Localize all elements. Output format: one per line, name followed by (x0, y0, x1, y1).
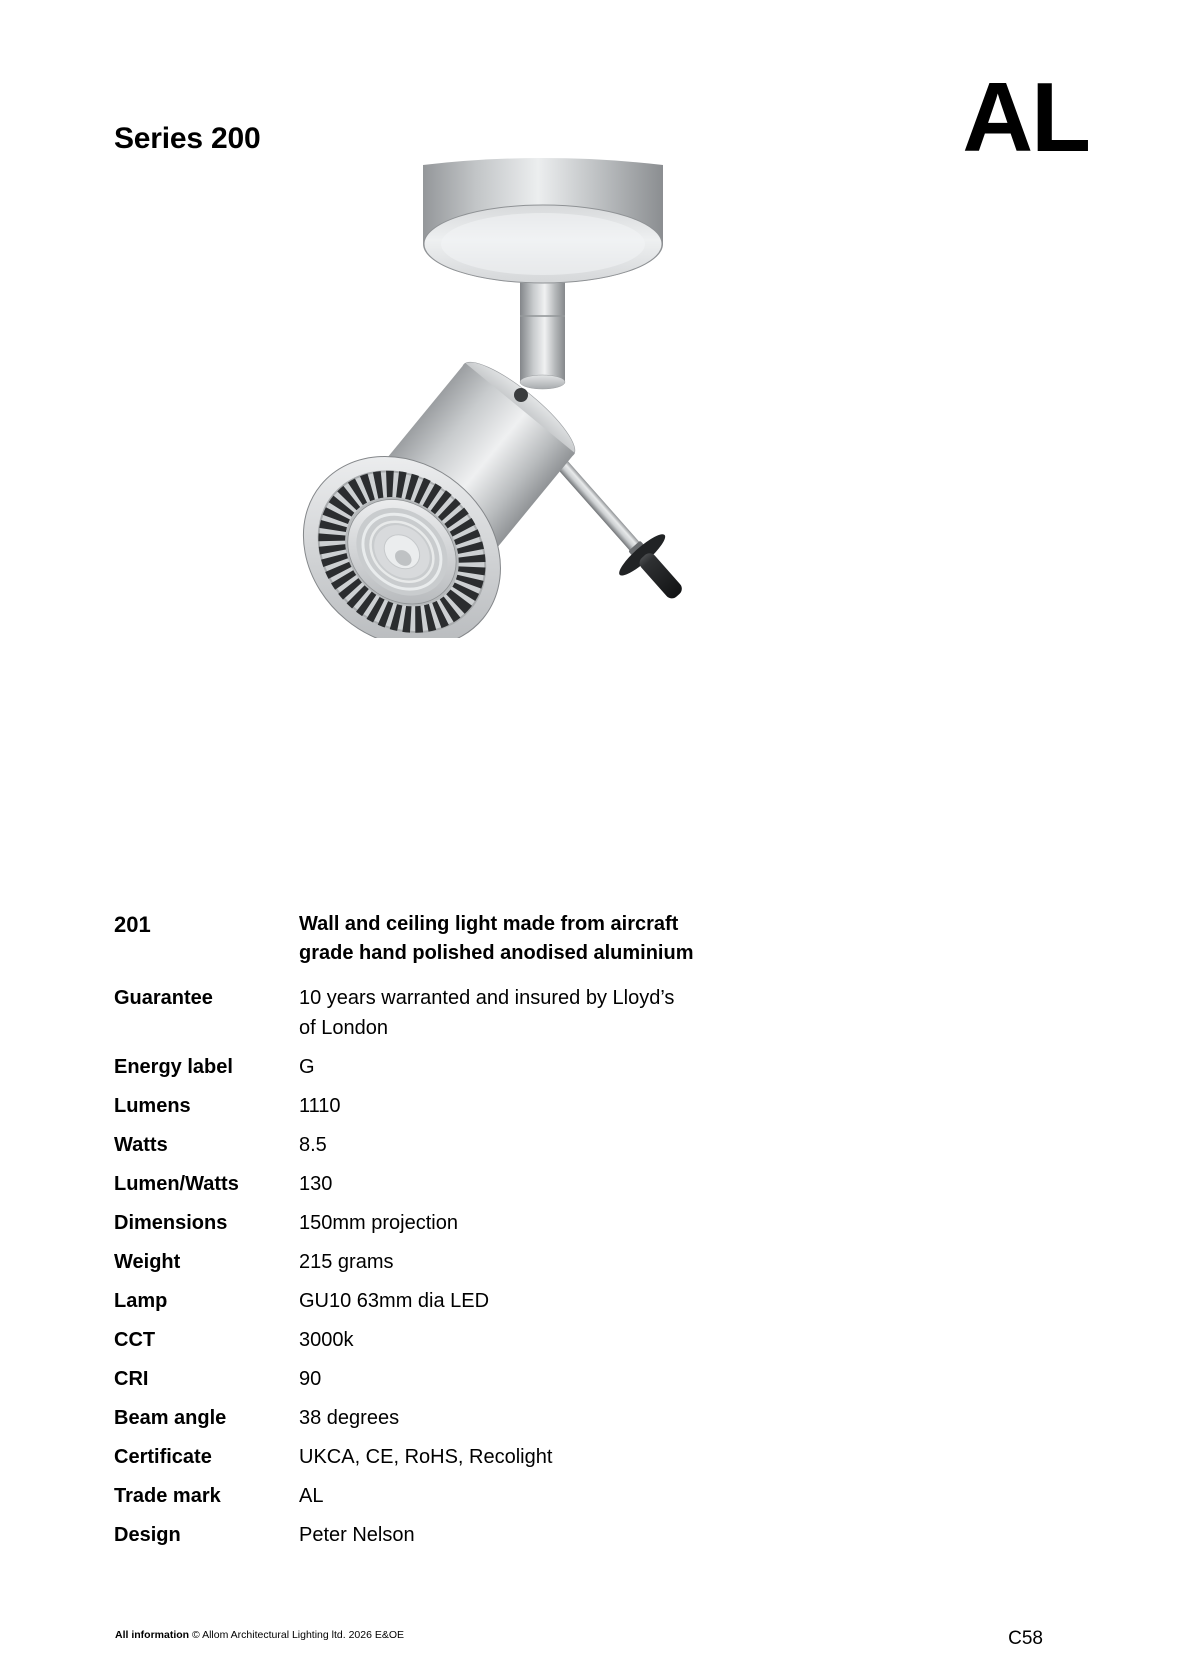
spec-value-line: 130 (299, 1173, 333, 1195)
spec-row (114, 1091, 774, 1121)
spec-value-line: 150mm projection (299, 1212, 458, 1234)
spec-value (299, 983, 674, 1043)
spec-row (114, 1442, 774, 1472)
spec-value (299, 1481, 323, 1511)
spec-value-line: 3000k (299, 1329, 354, 1351)
spec-value-line: Peter Nelson (299, 1524, 415, 1546)
footer-copyright (115, 1629, 404, 1643)
spec-rows (114, 983, 774, 1550)
spec-label: Trade mark (114, 1485, 221, 1507)
spec-value (299, 1364, 321, 1394)
spec-value-line: 215 grams (299, 1251, 394, 1273)
product-description (299, 910, 694, 968)
spec-label: Lumens (114, 1095, 191, 1117)
spec-row (114, 1325, 774, 1355)
footer-copyright-rest: © Allom Architectural Lighting ltd. 2026 E&OE (189, 1629, 405, 1641)
spec-label: Dimensions (114, 1212, 228, 1234)
product-model: 201 (114, 912, 151, 937)
spotlight-image (278, 133, 750, 638)
spec-label: Energy label (114, 1056, 233, 1078)
spec-label: Weight (114, 1251, 181, 1273)
spec-value (299, 1286, 489, 1316)
spec-table (114, 910, 774, 1559)
spec-row (114, 1169, 774, 1199)
spec-row (114, 1052, 774, 1082)
spec-row (114, 1403, 774, 1433)
spec-row (114, 1364, 774, 1394)
spec-value-line: of London (299, 1017, 388, 1039)
spec-label: CCT (114, 1329, 156, 1351)
spec-value (299, 1403, 399, 1433)
spec-value-line: 90 (299, 1368, 322, 1390)
description-line: Wall and ceiling light made from aircraft (299, 913, 679, 935)
spec-value-line: UKCA, CE, RoHS, Recolight (299, 1446, 553, 1468)
pivot-joint (514, 388, 528, 402)
footer-copyright-bold: All information (115, 1629, 190, 1641)
spec-label: Certificate (114, 1446, 212, 1468)
brand-logo: AL (962, 62, 1089, 172)
spec-label: Lamp (114, 1290, 168, 1312)
spec-row (114, 1286, 774, 1316)
description-line: grade hand polished anodised aluminium (299, 942, 694, 964)
spec-value-line: GU10 63mm dia LED (299, 1290, 490, 1312)
series-title: Series 200 (114, 122, 261, 155)
spec-value-line: AL (299, 1485, 324, 1507)
spec-row (114, 1520, 774, 1550)
spec-heading (114, 910, 774, 968)
product-photo (278, 133, 750, 638)
spec-value (299, 1520, 415, 1550)
spec-value (299, 1169, 332, 1199)
spec-label: Beam angle (114, 1407, 227, 1429)
spec-label: Design (114, 1524, 181, 1546)
spec-value (299, 1052, 315, 1082)
spec-value (299, 1442, 552, 1472)
spec-row (114, 1247, 774, 1277)
spec-row (114, 1208, 774, 1238)
spec-row (114, 983, 774, 1043)
spec-row (114, 1481, 774, 1511)
page-code: C58 (1008, 1628, 1043, 1649)
spec-value (299, 1325, 354, 1355)
spec-value-line: G (299, 1056, 315, 1078)
spec-value-line: 8.5 (299, 1134, 327, 1156)
spec-label: Watts (114, 1134, 168, 1156)
spec-value-line: 10 years warranted and insured by Lloyd’s (299, 987, 675, 1009)
spec-value-line: 38 degrees (299, 1407, 400, 1429)
spec-value-line: 1110 (299, 1095, 341, 1117)
spec-value (299, 1091, 341, 1121)
spec-value (299, 1208, 458, 1238)
spec-value (299, 1130, 327, 1160)
ceiling-canopy (423, 158, 663, 283)
spec-value (299, 1247, 394, 1277)
spec-label: Lumen/Watts (114, 1173, 239, 1195)
spec-label: CRI (114, 1368, 149, 1390)
spec-row (114, 1130, 774, 1160)
spec-label: Guarantee (114, 987, 213, 1009)
